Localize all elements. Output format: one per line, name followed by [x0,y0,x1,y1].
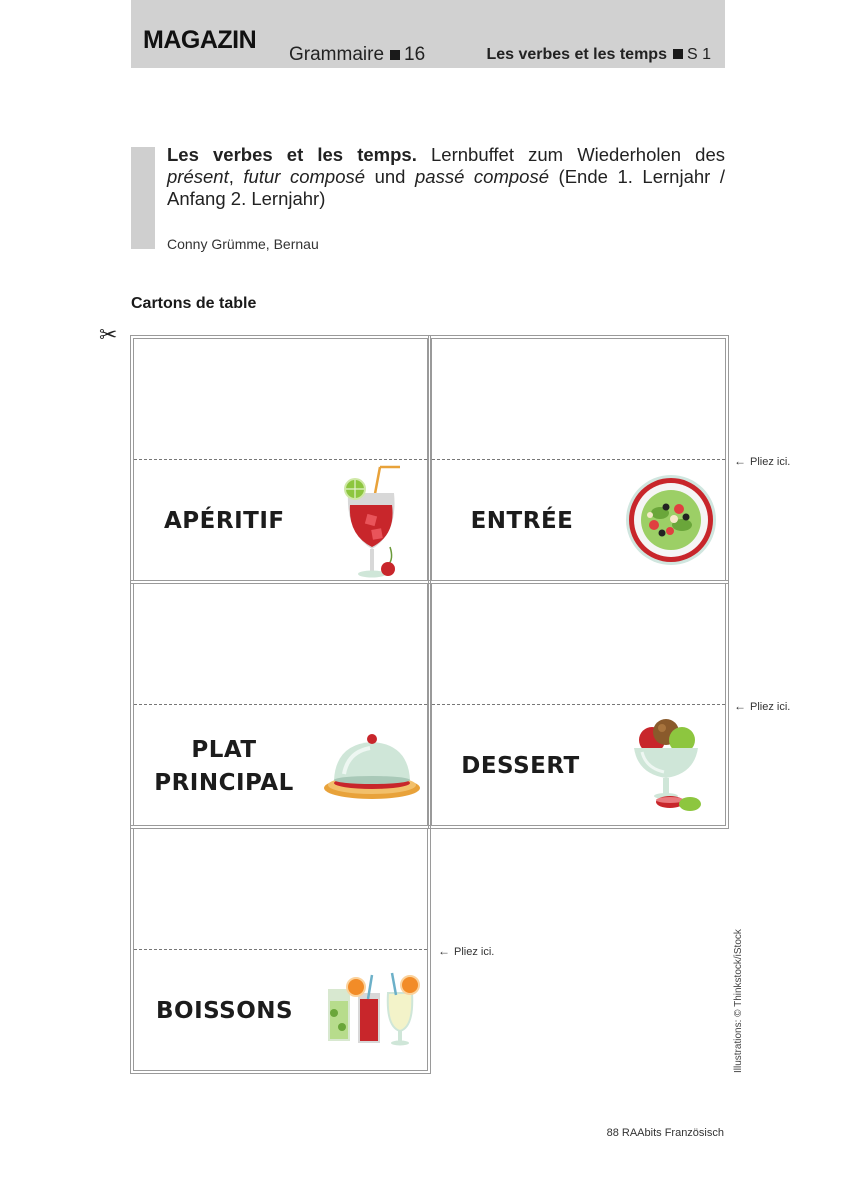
card-label [154,734,294,800]
card-label-line-2: PRINCIPAL [154,770,294,796]
scissors-icon: ✂ [99,322,118,347]
drinks-icon [322,971,422,1047]
card-label: DESSERT [461,753,580,779]
fold-hint: ← Pliez ici. [734,699,791,713]
arrow-left-icon: ← [438,944,450,958]
intro-accent-bar [131,147,155,249]
table-card-entree [431,338,726,581]
salad-plate-icon [624,473,718,567]
illustration-credit: Illustrations: © Thinkstock/iStock [733,929,744,1073]
table-card-plat-principal [133,583,428,826]
intro-text: Les verbes et les temps. Lernbuffet zum Wiederholen des présent, futur composé und passé composé (Ende 1. Lernjahr / Anfang 2. Lernjahr) [167,144,726,209]
card-label: BOISSONS [156,998,294,1024]
card-label: APÉRITIF [164,508,285,534]
author: Conny Grümme, Bernau [167,236,319,252]
card-label-line-1: PLAT [191,737,257,763]
card-label: ENTRÉE [470,508,574,534]
header-topic: Les verbes et les temps S 1 [486,46,711,63]
fold-line [432,704,725,705]
arrow-left-icon: ← [734,454,746,468]
table-card-dessert [431,583,726,826]
fold-hint: ← Pliez ici. [734,454,791,468]
fold-line [134,949,427,950]
magazine-title: MAGAZIN [143,26,257,54]
fold-line [432,459,725,460]
ice-cream-cup-icon [630,718,702,814]
section-title: Cartons de table [131,295,257,312]
table-card-boissons [133,828,428,1071]
serving-dish-icon [322,730,422,800]
category-label: Grammaire 16 [289,44,426,65]
cocktail-glass-icon [342,463,404,579]
fold-hint: ← Pliez ici. [438,944,495,958]
page-header [131,0,725,68]
page-footer: 88 RAAbits Französisch [606,1127,724,1139]
table-card-aperitif [133,338,428,581]
arrow-left-icon: ← [734,699,746,713]
fold-line [134,704,427,705]
fold-line [134,459,427,460]
